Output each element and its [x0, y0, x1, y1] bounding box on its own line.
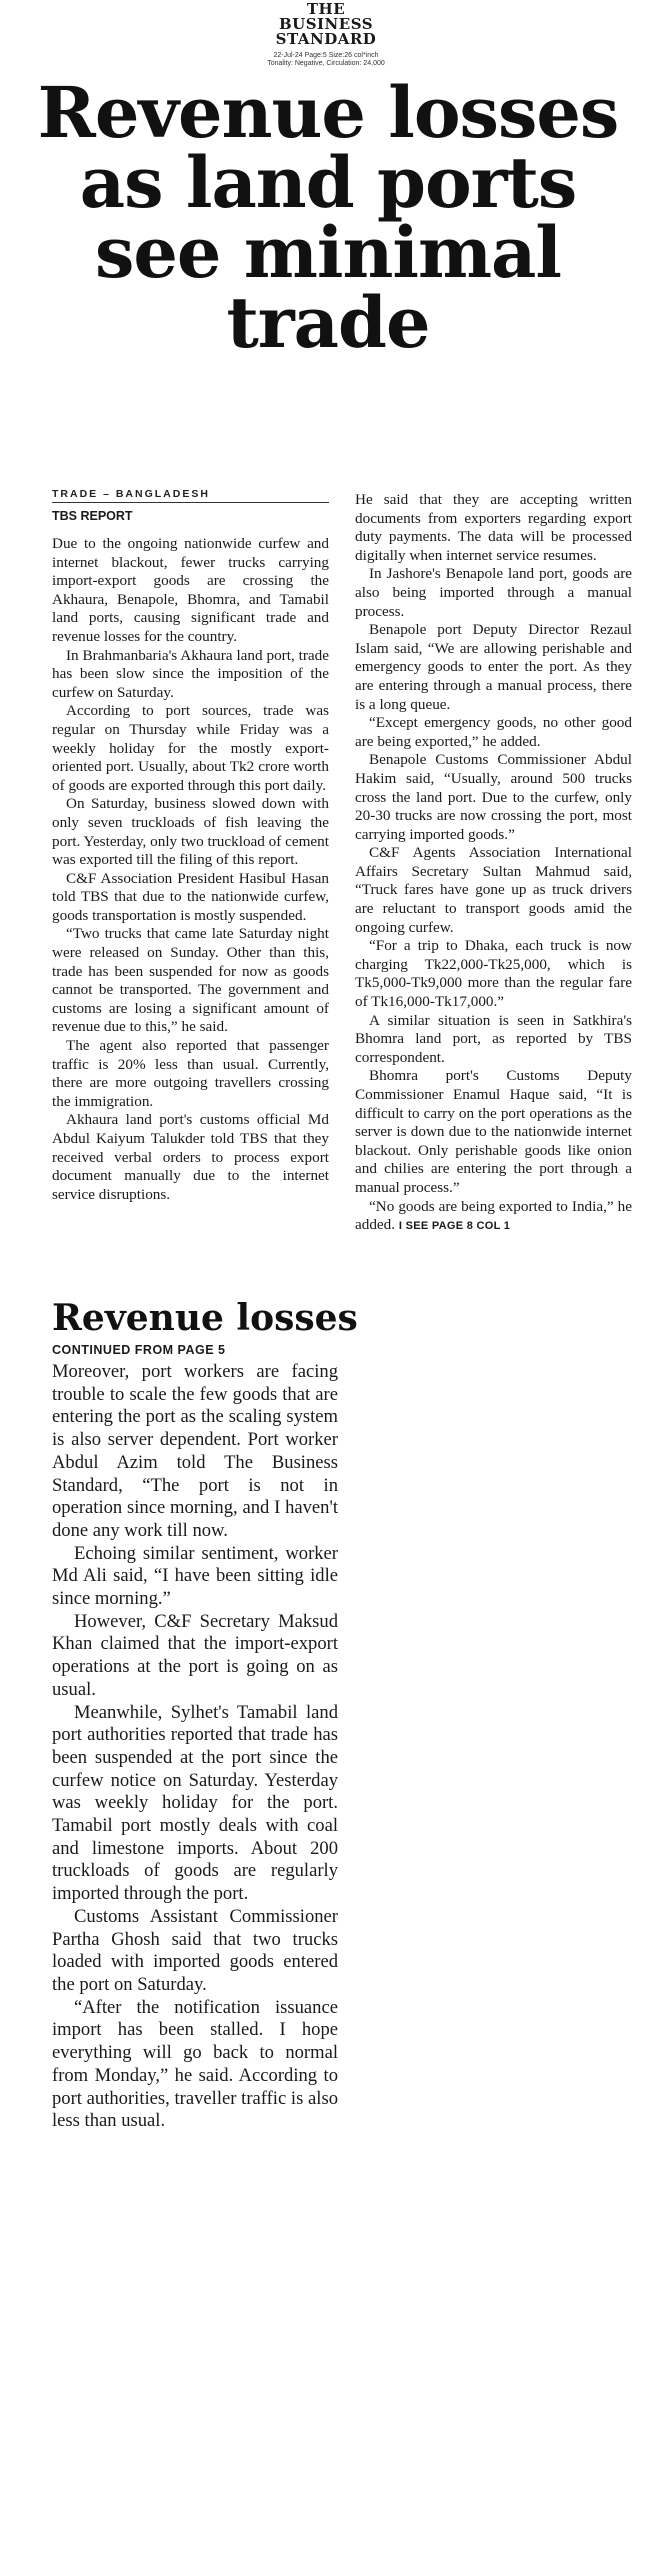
- paragraph: Akhaura land port's customs official Md Abdul Kaiyum Talukder told TBS that they received verbal orders to process export document manually due to the internet service disruptions.: [52, 1111, 329, 1203]
- paragraph: Bhomra port's Customs Deputy Commissioner Enamul Haque said, “It is difficult to carry on the port operations as the server is down due to the nationwide internet blackout. Only perishable goods like onion and chilies are entering the port through a manual process.”: [355, 1067, 632, 1196]
- paragraph: In Jashore's Benapole land port, goods are also being imported through a manual process.: [355, 565, 632, 620]
- paragraph: Moreover, port workers are facing trouble to scale the few goods that are entering the port as the scaling system is also server dependent. Port worker Abdul Azim told The Business Standard, “The port is not in operation since morning, and I haven't done any work till now.: [52, 1361, 338, 1541]
- paragraph: The agent also reported that passenger traffic is 20% less than usual. Currently, there are more outgoing travellers crossing the immigration.: [52, 1037, 329, 1110]
- paragraph: A similar situation is seen in Satkhira's Bhomra land port, as reported by TBS correspondent.: [355, 1011, 632, 1066]
- paragraph: “After the notification issuance import has been stalled. I hope everything will go back to normal from Monday,” he said. According to port authorities, traveller traffic is also less than usual.: [52, 1996, 338, 2132]
- paragraph: “Except emergency goods, no other good are being exported,” he added.: [355, 714, 632, 750]
- paragraph: Meanwhile, Sylhet's Tamabil land port authorities reported that trade has been suspended at the port since the curfew notice on Saturday. Yesterday was weekly holiday for the port. Tamabil port mostly deals with coal and limestone imports. About 200 truckloads of goods are regularly imported through the port.: [52, 1701, 338, 1905]
- article-column-1: [52, 535, 329, 1204]
- paragraph: Echoing similar sentiment, worker Md Ali said, “I have been sitting idle since morning.”: [52, 1542, 338, 1610]
- newspaper-logo: [236, 2, 416, 47]
- paragraph: Due to the ongoing nationwide curfew and internet blackout, fewer trucks carrying import-export goods are crossing the Akhaura, Benapole, Bhomra, and Tamabil land ports, causing significant trade and revenue losses for the country.: [52, 535, 329, 645]
- continuation-column: [52, 1361, 338, 2133]
- clipping-meta-line-1: 22-Jul-24 Page:5 Size:26 col*inch: [273, 52, 379, 59]
- paragraph: C&F Association President Hasibul Hasan told TBS that due to the nationwide curfew, goods transportation is mostly suspended.: [52, 869, 329, 924]
- continuation-headline: Revenue losses: [52, 1297, 358, 1339]
- section-divider: [52, 502, 329, 503]
- paragraph: Benapole port Deputy Director Rezaul Islam said, “We are allowing perishable and emergency goods to enter the port. As they are entering through a manual process, there is a long queue.: [355, 621, 632, 713]
- paragraph: Customs Assistant Commissioner Partha Ghosh said that two trucks loaded with imported goods entered the port on Saturday.: [52, 1905, 338, 1995]
- paragraph: Benapole Customs Commissioner Abdul Hakim said, “Usually, around 500 trucks cross the land port. Due to the curfew, only 20-30 trucks are now crossing the port, most carrying imported goods.”: [355, 751, 632, 843]
- article-column-2: [355, 491, 632, 1236]
- section-label: TRADE – BANGLADESH: [52, 488, 210, 500]
- byline: TBS REPORT: [52, 509, 133, 523]
- logo-line-2: BUSINESS: [278, 15, 374, 33]
- paragraph: C&F Agents Association International Affairs Secretary Sultan Mahmud said, “Truck fares have gone up as truck drivers are reluctant to transport goods amid the ongoing curfew.: [355, 844, 632, 936]
- logo-line-3: STANDARD: [275, 30, 377, 48]
- paragraph: However, C&F Secretary Maksud Khan claimed that the import-export operations at the port is going on as usual.: [52, 1610, 338, 1700]
- masthead: [0, 0, 656, 70]
- paragraph: In Brahmanbaria's Akhaura land port, trade has been slow since the imposition of the curfew on Saturday.: [52, 646, 329, 701]
- logo-line-1: THE: [306, 0, 346, 18]
- paragraph: According to port sources, trade was regular on Thursday while Friday was a weekly holiday for the mostly export-oriented port. Usually, about Tk2 crore worth of goods are exported through this port daily.: [52, 702, 329, 794]
- clipping-meta-line-2: Tonality: Negative, Circulation: 24,000: [267, 60, 385, 67]
- paragraph: He said that they are accepting written documents from exporters regarding export duty payments. The data will be processed digitally when internet service resumes.: [355, 491, 632, 564]
- paragraph: “For a trip to Dhaka, each truck is now charging Tk22,000-Tk25,000, which is Tk5,000-Tk9,000 more than the regular fare of Tk16,000-Tk17,000.”: [355, 937, 632, 1011]
- paragraph: On Saturday, business slowed down with only seven truckloads of fish leaving the port. Yesterday, only two truckload of cement was exported till the filing of this report.: [52, 795, 329, 869]
- clipping-meta: [236, 52, 416, 68]
- jump-reference: I SEE PAGE 8 COL 1: [398, 1220, 511, 1233]
- paragraph: [355, 1198, 632, 1236]
- paragraph-text: “No goods are being exported to India,” he added.: [355, 1197, 632, 1234]
- continued-label: CONTINUED FROM PAGE 5: [52, 1343, 226, 1357]
- article-headline: Revenue losses as land ports see minimal trade: [37, 71, 619, 364]
- paragraph: “Two trucks that came late Saturday night were released on Sunday. Other than this, trade has been suspended for now as goods cannot be transported. The government and customs are losing a significant amount of revenue due to this,” he said.: [52, 925, 329, 1036]
